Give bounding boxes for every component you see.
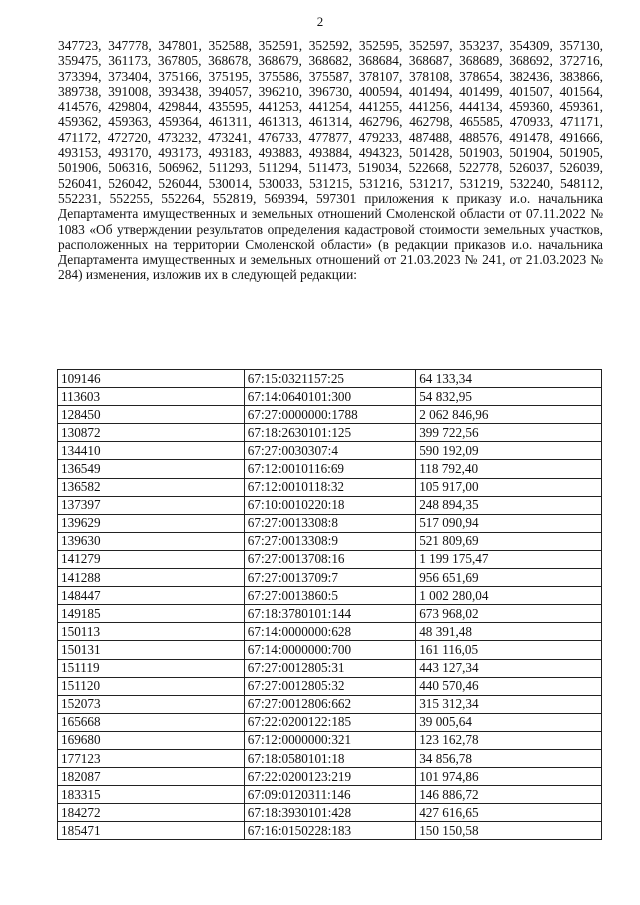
cadastral-number-cell: 67:18:3780101:144 — [244, 605, 415, 623]
cadastral-value-cell: 54 832,95 — [416, 388, 602, 406]
row-id-cell: 128450 — [58, 406, 245, 424]
cadastral-value-table — [57, 369, 602, 840]
table-row — [58, 695, 602, 713]
table-row — [58, 749, 602, 767]
row-id-cell: 165668 — [58, 713, 245, 731]
row-id-cell: 152073 — [58, 695, 245, 713]
table-row — [58, 388, 602, 406]
cadastral-number-cell: 67:27:0000000:1788 — [244, 406, 415, 424]
row-id-cell: 139630 — [58, 532, 245, 550]
cadastral-number-cell: 67:27:0012806:662 — [244, 695, 415, 713]
cadastral-value-cell: 440 570,46 — [416, 677, 602, 695]
row-id-cell: 182087 — [58, 768, 245, 786]
cadastral-number-cell: 67:27:0013708:16 — [244, 550, 415, 568]
cadastral-value-cell: 161 116,05 — [416, 641, 602, 659]
row-id-cell: 130872 — [58, 424, 245, 442]
cadastral-number-cell: 67:10:0010220:18 — [244, 496, 415, 514]
cadastral-value-cell: 956 651,69 — [416, 569, 602, 587]
row-id-cell: 185471 — [58, 822, 245, 840]
table-row — [58, 406, 602, 424]
table-row — [58, 641, 602, 659]
table-row — [58, 532, 602, 550]
cadastral-number-cell: 67:12:0010116:69 — [244, 460, 415, 478]
table-body — [58, 370, 602, 840]
table-row — [58, 804, 602, 822]
cadastral-value-cell: 39 005,64 — [416, 713, 602, 731]
row-id-cell: 150113 — [58, 623, 245, 641]
row-id-cell: 184272 — [58, 804, 245, 822]
cadastral-number-cell: 67:14:0000000:700 — [244, 641, 415, 659]
table-row — [58, 786, 602, 804]
cadastral-value-cell: 123 162,78 — [416, 731, 602, 749]
row-id-cell: 151119 — [58, 659, 245, 677]
cadastral-number-cell: 67:18:3930101:428 — [244, 804, 415, 822]
cadastral-number-cell: 67:22:0200123:219 — [244, 768, 415, 786]
table-row — [58, 442, 602, 460]
cadastral-value-cell: 315 312,34 — [416, 695, 602, 713]
cadastral-number-cell: 67:12:0000000:321 — [244, 731, 415, 749]
cadastral-value-cell: 399 722,56 — [416, 424, 602, 442]
row-id-cell: 150131 — [58, 641, 245, 659]
cadastral-number-cell: 67:16:0150228:183 — [244, 822, 415, 840]
row-id-cell: 136582 — [58, 478, 245, 496]
cadastral-number-cell: 67:09:0120311:146 — [244, 786, 415, 804]
table-row — [58, 623, 602, 641]
cadastral-number-cell: 67:27:0012805:31 — [244, 659, 415, 677]
cadastral-value-cell: 34 856,78 — [416, 749, 602, 767]
table-row — [58, 768, 602, 786]
table-row — [58, 460, 602, 478]
cadastral-number-cell: 67:27:0013860:5 — [244, 587, 415, 605]
table-row — [58, 713, 602, 731]
cadastral-number-cell: 67:18:2630101:125 — [244, 424, 415, 442]
row-id-cell: 183315 — [58, 786, 245, 804]
table-row — [58, 370, 602, 388]
cadastral-value-cell: 517 090,94 — [416, 514, 602, 532]
table-row — [58, 822, 602, 840]
row-id-cell: 139629 — [58, 514, 245, 532]
cadastral-number-cell: 67:15:0321157:25 — [244, 370, 415, 388]
cadastral-value-cell: 443 127,34 — [416, 659, 602, 677]
row-id-cell: 113603 — [58, 388, 245, 406]
row-id-cell: 141279 — [58, 550, 245, 568]
row-id-cell: 109146 — [58, 370, 245, 388]
cadastral-number-cell: 67:27:0013709:7 — [244, 569, 415, 587]
cadastral-number-cell: 67:14:0640101:300 — [244, 388, 415, 406]
cadastral-number-cell: 67:27:0012805:32 — [244, 677, 415, 695]
table-row — [58, 659, 602, 677]
row-id-cell: 149185 — [58, 605, 245, 623]
row-id-cell: 148447 — [58, 587, 245, 605]
body-paragraph — [58, 38, 603, 283]
cadastral-number-cell: 67:27:0013308:9 — [244, 532, 415, 550]
cadastral-value-cell: 150 150,58 — [416, 822, 602, 840]
cadastral-number-cell: 67:27:0030307:4 — [244, 442, 415, 460]
cadastral-number-cell: 67:12:0010118:32 — [244, 478, 415, 496]
cadastral-value-cell: 146 886,72 — [416, 786, 602, 804]
row-id-cell: 151120 — [58, 677, 245, 695]
cadastral-value-cell: 48 391,48 — [416, 623, 602, 641]
row-id-cell: 137397 — [58, 496, 245, 514]
cadastral-value-cell: 673 968,02 — [416, 605, 602, 623]
page-number: 2 — [316, 14, 324, 29]
cadastral-number-cell: 67:18:0580101:18 — [244, 749, 415, 767]
table-row — [58, 569, 602, 587]
cadastral-value-cell: 101 974,86 — [416, 768, 602, 786]
table-row — [58, 731, 602, 749]
cadastral-value-cell: 64 133,34 — [416, 370, 602, 388]
cadastral-value-cell: 2 062 846,96 — [416, 406, 602, 424]
cadastral-value-cell: 118 792,40 — [416, 460, 602, 478]
cadastral-value-cell: 590 192,09 — [416, 442, 602, 460]
cadastral-value-cell: 1 199 175,47 — [416, 550, 602, 568]
cadastral-value-cell: 427 616,65 — [416, 804, 602, 822]
cadastral-number-cell: 67:14:0000000:628 — [244, 623, 415, 641]
table-row — [58, 550, 602, 568]
cadastral-value-cell: 248 894,35 — [416, 496, 602, 514]
row-id-cell: 177123 — [58, 749, 245, 767]
table-row — [58, 587, 602, 605]
cadastral-value-cell: 1 002 280,04 — [416, 587, 602, 605]
paragraph-text: 347723, 347778, 347801, 352588, 352591, 352592, 352595, 352597, 353237, 354309, 357130, 359475, 361173, 367805, 368678, 368679, 368682, 368684, 368687, 368689, 368692, 372716, 373394, 373404, 375166, 375195, 375586, 375587, 378107, 378108, 378654, 382436, 383866, 389738, 391008, 393438, 394057, 396210, 396730, 400594, 401494, 401499, 401507, 401564, 414576, 429804, 429844, 435595, 441253, 441254, 441255, 441256, 444134, 459360, 459361, 459362, 459363, 459364, 461311, 461313, 461314, 462796, 462798, 465585, 470933, 471171, 471172, 472720, 473232, 473241, 476733, 477877, 479233, 487488, 488576, 491478, 491666, 493153, 493170, 493173, 493183, 493883, 493884, 494323, 501428, 501903, 501904, 501905, 501906, 506316, 506962, 511293, 511294, 511473, 519034, 522668, 522778, 526037, 526039, 526041, 526042, 526044, 530014, 530033, 531215, 531216, 531217, 531219, 532240, 548112, 552231, 552255, 552264, 552819, 569394, 597301 приложения к приказу и.о. начальника Департамента имущественных и земельных отношений Смоленской области от 07.11.2022 № 1083 «Об утверждении результатов определения кадастровой стоимости земельных участков, расположенных на территории Смоленской области» (в редакции приказов и.о. начальника Департамента имущественных и земельных отношений от 21.03.2023 № 241, от 21.03.2023 № 284) изменения, изложив их в следующей редакции: — [58, 38, 603, 283]
cadastral-number-cell: 67:22:0200122:185 — [244, 713, 415, 731]
table-row — [58, 514, 602, 532]
table-row — [58, 478, 602, 496]
table-row — [58, 496, 602, 514]
cadastral-value-cell: 521 809,69 — [416, 532, 602, 550]
row-id-cell: 136549 — [58, 460, 245, 478]
table-row — [58, 605, 602, 623]
table-row — [58, 424, 602, 442]
cadastral-value-cell: 105 917,00 — [416, 478, 602, 496]
row-id-cell: 134410 — [58, 442, 245, 460]
table-row — [58, 677, 602, 695]
row-id-cell: 141288 — [58, 569, 245, 587]
row-id-cell: 169680 — [58, 731, 245, 749]
cadastral-number-cell: 67:27:0013308:8 — [244, 514, 415, 532]
